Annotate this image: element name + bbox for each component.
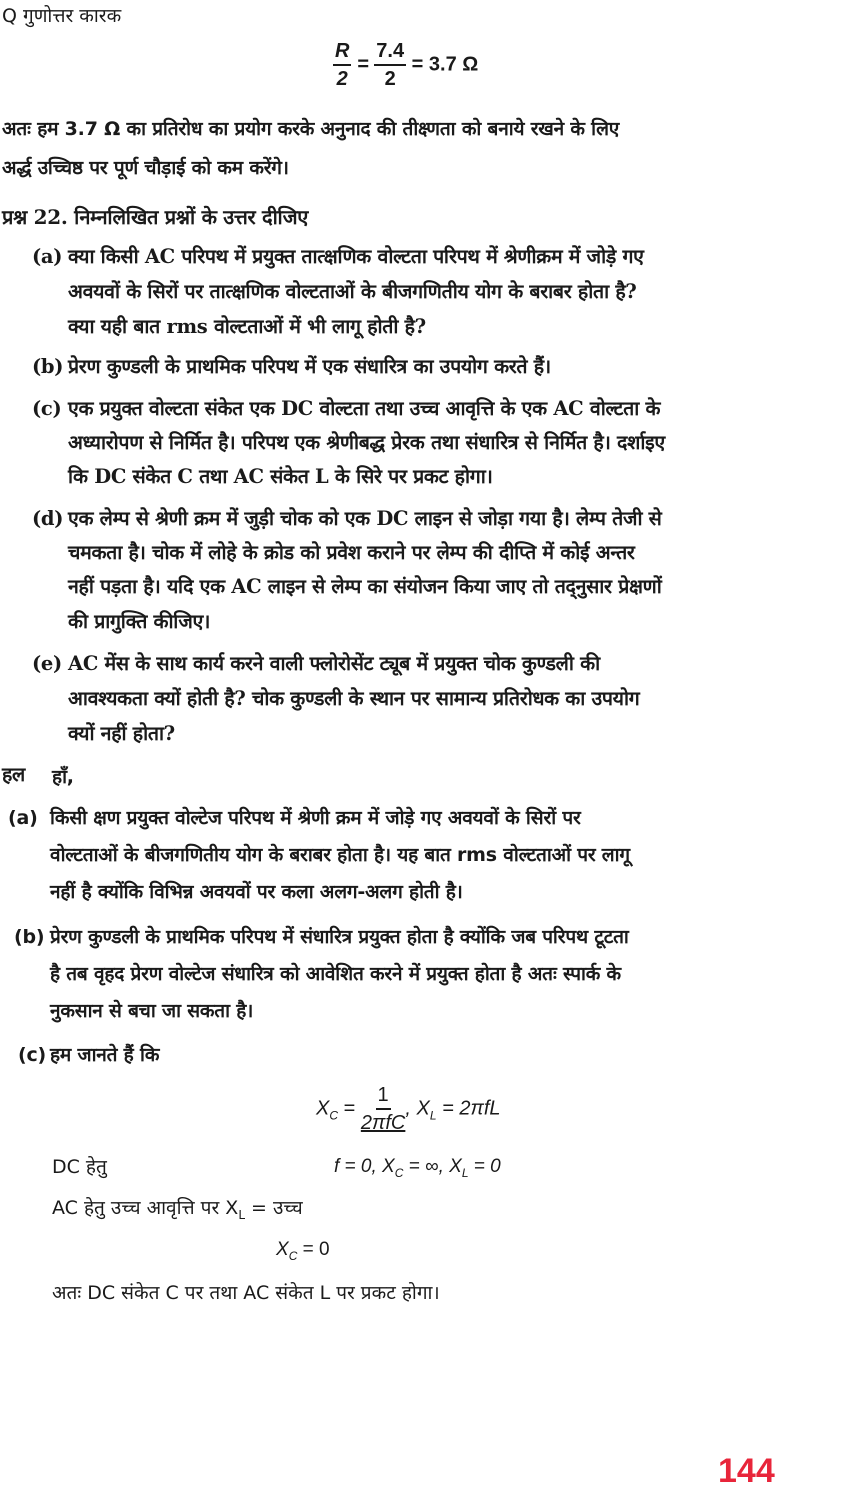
fraction-r-over-2 (333, 38, 351, 92)
subscript: C (288, 1248, 298, 1263)
xc-symbol: X (276, 1239, 289, 1260)
numerator: 7.4 (374, 38, 406, 66)
part-text-line: आवश्यकता क्यों होती है? चोक कुण्डली के स्थान पर सामान्य प्रतिरोधक का उपयोग (68, 687, 640, 710)
xl-value: = 2πfL (442, 1097, 501, 1120)
part-text-line: प्रेरण कुण्डली के प्राथमिक परिपथ में एक संधारित्र का उपयोग करते हैं। (68, 355, 551, 378)
solution-conclusion: अतः DC संकेत C पर तथा AC संकेत L पर प्रकट होगा। (52, 1282, 440, 1304)
part-text-line: एक प्रयुक्त वोल्टता संकेत एक DC वोल्टता तथा उच्च आवृत्ति के एक AC वोल्टता के (68, 397, 661, 420)
part-label: (c) (32, 397, 62, 420)
subscript: L (461, 1165, 469, 1180)
part-text-line: AC मेंस के साथ कार्य करने वाली फ्लोरोसेंट ट्यूब में प्रयुक्त चोक कुण्डली की (68, 652, 600, 675)
dc-f-value: f = 0, X (334, 1156, 395, 1177)
part-label: (a) (32, 245, 63, 268)
question-heading: प्रश्न 22. निम्नलिखित प्रश्नों के उत्तर दीजिए (2, 205, 308, 229)
part-text-line: प्रेरण कुण्डली के प्राथमिक परिपथ में संधारित्र प्रयुक्त होता है क्योंकि जब परिपथ टूटता (50, 926, 629, 948)
conclusion-line-1 (2, 117, 850, 141)
equals-sign: = (357, 53, 369, 76)
equals-sign: = (411, 53, 424, 76)
part-label: (d) (32, 507, 64, 530)
part-text-line: नुकसान से बचा जा सकता है। (50, 1000, 254, 1022)
ac-label: AC हेतु उच्च आवृत्ति पर X (52, 1197, 239, 1219)
dc-xl-value: = 0 (468, 1156, 501, 1177)
part-intro: हम जानते हैं कि (50, 1044, 160, 1066)
ac-value: = उच्च (245, 1197, 303, 1219)
xc-zero (276, 1238, 330, 1268)
part-label: (b) (32, 355, 64, 378)
part-text-line: क्या यही बात rms वोल्टताओं में भी लागू होती है? (68, 315, 426, 338)
page-number: 144 (718, 1452, 775, 1490)
subscript: C (394, 1165, 404, 1180)
dc-values (334, 1155, 501, 1185)
part-text-line: कि DC संकेत C तथा AC संकेत L के सिरे पर प्रकट होगा। (68, 465, 493, 488)
conclusion-line-2: अर्द्ध उच्चिष्ठ पर पूर्ण चौड़ाई को कम करेंगे। (2, 157, 289, 179)
solution-label: हल (2, 763, 25, 786)
part-text-line: नहीं है क्योंकि विभिन्न अवयवों पर कला अलग-अलग होती है। (50, 881, 463, 903)
xc-subscript: C (329, 1108, 339, 1123)
part-text-line: वोल्टताओं के बीजगणितीय योग के बराबर होता है। यह बात rms वोल्टताओं पर लागू (50, 844, 630, 866)
part-text-line: अध्यारोपण से निर्मित है। परिपथ एक श्रेणीबद्ध प्रेरक तथा संधारित्र से निर्मित है। दर्शाइए (68, 431, 665, 454)
part-text-line: अवयवों के सिरों पर तात्क्षणिक वोल्टताओं के बीजगणितीय योग के बराबर होता है? (68, 280, 637, 303)
part-text-line: किसी क्षण प्रयुक्त वोल्टेज परिपथ में श्रेणी क्रम में जोड़े गए अवयवों के सिरों पर (50, 807, 581, 829)
numerator: 1 (376, 1082, 391, 1110)
numerator: R (333, 38, 351, 66)
part-label: (e) (32, 652, 62, 675)
q-factor-label: Q गुणोत्तर कारक (2, 5, 122, 27)
equation-result: 3.7 Ω (428, 53, 479, 76)
part-label: (b) (14, 926, 45, 948)
denominator: 2 (384, 68, 396, 90)
part-label: (c) (18, 1044, 47, 1066)
reactance-formula (316, 1082, 501, 1136)
fraction-7-4-over-2 (374, 38, 406, 92)
separator: , (405, 1097, 411, 1120)
part-text-line: नहीं पड़ता है। यदि एक AC लाइन से लेम्प का संयोजन किया जाए तो तद्नुसार प्रेक्षणों (68, 575, 662, 598)
dc-label: DC हेतु (52, 1156, 107, 1178)
part-text-line: क्या किसी AC परिपथ में प्रयुक्त तात्क्षणिक वोल्टता परिपथ में श्रेणीक्रम में जोड़े गए (68, 245, 644, 268)
denominator: 2 (336, 68, 348, 90)
dc-xc-value: = ∞, X (403, 1156, 462, 1177)
solution-first-answer: हाँ, (52, 766, 74, 788)
denominator: 2πfC (360, 1112, 406, 1134)
part-text-line: चमकता है। चोक में लोहे के क्रोड को प्रवेश कराने पर लेम्प की दीप्ति में कोई अन्तर (68, 541, 635, 564)
part-text-line: की प्रागुक्ति कीजिए। (68, 610, 211, 633)
ac-line (52, 1196, 303, 1227)
xc-value: = 0 (297, 1239, 330, 1260)
part-text-line: एक लेम्प से श्रेणी क्रम में जुड़ी चोक को एक DC लाइन से जोड़ा गया है। लेम्प तेजी से (68, 507, 662, 530)
equals-sign: = (343, 1097, 356, 1120)
conclusion-text: अतः हम 3.7 Ω का प्रतिरोध का प्रयोग करके अनुनाद की तीक्ष्णता को बनाये रखने के लिए (2, 118, 620, 140)
fraction-1-over-2pifc (361, 1082, 406, 1136)
resistance-equation (333, 38, 478, 92)
part-label: (a) (8, 807, 38, 829)
part-text-line: है तब वृहद प्रेरण वोल्टेज संधारित्र को आवेशित करने में प्रयुक्त होता है अतः स्पार्क के (50, 963, 621, 985)
xc-symbol: X (316, 1097, 330, 1120)
xl-symbol: X (416, 1097, 430, 1120)
subscript: L (238, 1207, 245, 1222)
part-text-line: क्यों नहीं होता? (68, 722, 175, 745)
xl-subscript: L (429, 1108, 437, 1123)
